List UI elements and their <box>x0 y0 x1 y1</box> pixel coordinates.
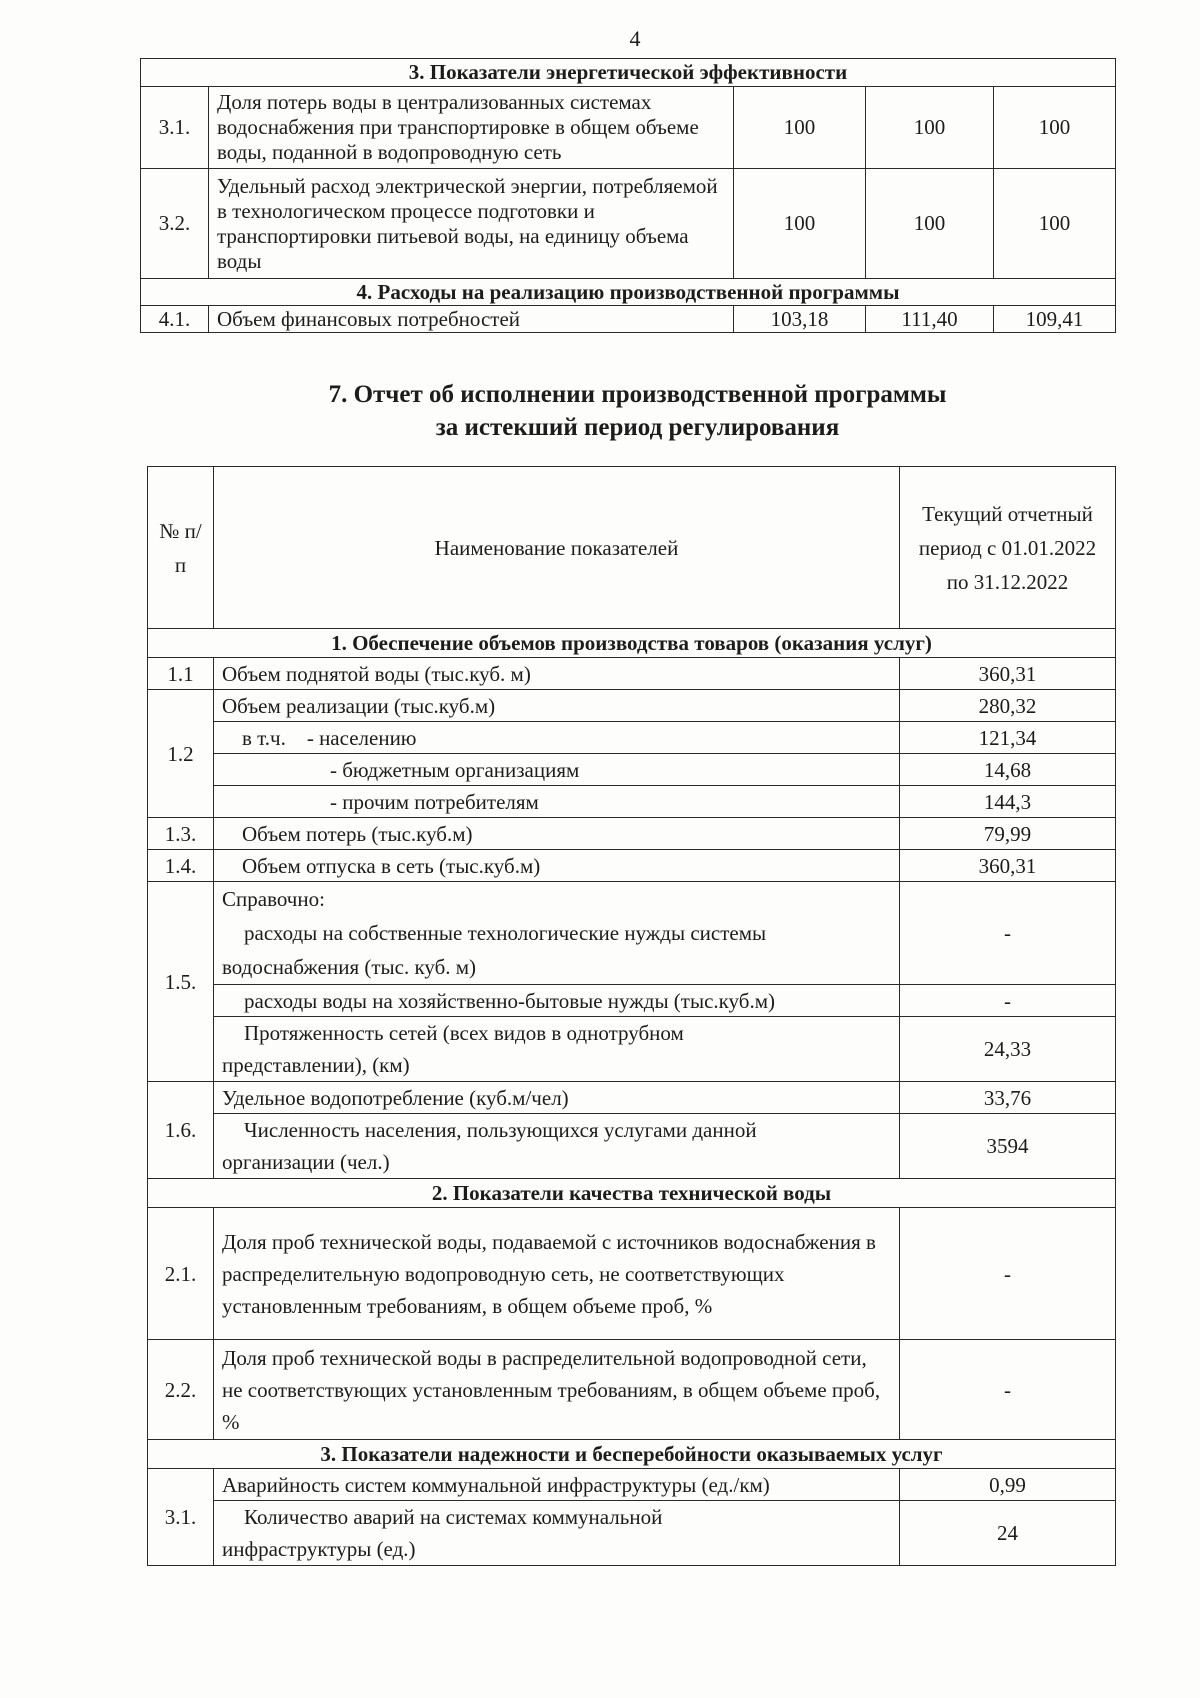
table-row <box>148 818 1116 850</box>
value-2: 100 <box>866 169 994 279</box>
row-number: 1.6. <box>148 1082 214 1179</box>
indicator-value: 79,99 <box>900 818 1116 850</box>
section-title: 4. Расходы на реализацию производственной программы <box>141 279 1116 306</box>
value-3: 100 <box>994 169 1116 279</box>
indicator-value: - <box>900 882 1116 985</box>
indicator-name-continued: организации (чел.) <box>222 1150 390 1174</box>
value-1: 100 <box>734 87 866 169</box>
section-title: 1. Обеспечение объемов производства товаров (оказания услуг) <box>148 629 1116 658</box>
value-2: 111,40 <box>866 306 994 333</box>
section-title: 3. Показатели надежности и бесперебойности оказываемых услуг <box>148 1440 1116 1469</box>
indicator-name: Численность населения, пользующихся услугами данной <box>244 1118 757 1142</box>
indicator-name: - бюджетным организациям <box>214 754 900 786</box>
table-row <box>148 786 1116 818</box>
row-number: 1.4. <box>148 850 214 882</box>
indicator-name-continued: водоснабжения (тыс. куб. м) <box>222 955 477 979</box>
indicator-name: Объем потерь (тыс.куб.м) <box>214 818 900 850</box>
section-row <box>148 1179 1116 1208</box>
indicator-name: Аварийность систем коммунальной инфраструктуры (ед./км) <box>214 1469 900 1501</box>
indicator-name-block <box>214 1017 900 1082</box>
table-row <box>148 850 1116 882</box>
value-1: 100 <box>734 169 866 279</box>
indicator-name-block <box>214 1114 900 1179</box>
indicator-name: расходы воды на хозяйственно-бытовые нужды (тыс.куб.м) <box>214 985 900 1017</box>
indicator-name: расходы на собственные технологические нужды системы <box>244 921 767 945</box>
indicator-value: 121,34 <box>900 722 1116 754</box>
table-row <box>141 87 1116 169</box>
table-row <box>148 754 1116 786</box>
indicator-value: 0,99 <box>900 1469 1116 1501</box>
table-row <box>141 306 1116 333</box>
table-row <box>148 1208 1116 1340</box>
row-number: 3.1. <box>141 87 209 169</box>
header-row <box>148 467 1116 629</box>
indicator-name-continued: представлении), (км) <box>222 1053 410 1077</box>
indicator-value: - <box>900 1208 1116 1340</box>
reference-label: Справочно: <box>222 887 325 911</box>
indicator-name: Объем поднятой воды (тыс.куб. м) <box>214 658 900 690</box>
table-row <box>148 1340 1116 1440</box>
indicator-name: Доля потерь воды в централизованных системах водоснабжения при транспортировке в общем объеме воды, поданной в водопроводную сеть <box>209 87 734 169</box>
value-2: 100 <box>866 87 994 169</box>
row-number: 1.2 <box>148 690 214 818</box>
section-title: 2. Показатели качества технической воды <box>148 1179 1116 1208</box>
indicator-name: Количество аварий на системах коммунальной <box>244 1505 663 1529</box>
indicator-value: 24,33 <box>900 1017 1116 1082</box>
indicator-name: в т.ч. - населению <box>214 722 900 754</box>
value-3: 100 <box>994 87 1116 169</box>
indicator-name: Удельное водопотребление (куб.м/чел) <box>214 1082 900 1114</box>
indicator-name-continued: инфраструктуры (ед.) <box>222 1537 416 1561</box>
indicator-name: Доля проб технической воды, подаваемой с источников водоснабжения в распределительную водопроводную сеть, не соответствующих установленным требованиям, в общем объеме проб, % <box>214 1208 900 1340</box>
indicator-value: 280,32 <box>900 690 1116 722</box>
header-period: Текущий отчетный период с 01.01.2022 по 31.12.2022 <box>900 467 1116 629</box>
indicator-value: 144,3 <box>900 786 1116 818</box>
row-number: 1.5. <box>148 882 214 1082</box>
row-number: 1.1 <box>148 658 214 690</box>
table-row <box>148 1501 1116 1566</box>
indicator-name: Протяженность сетей (всех видов в однотрубном <box>244 1021 684 1045</box>
heading-line-2: за истекший период регулирования <box>435 414 840 441</box>
row-number: 1.3. <box>148 818 214 850</box>
table-row <box>148 985 1116 1017</box>
table-row <box>141 169 1116 279</box>
indicator-name: Объем реализации (тыс.куб.м) <box>214 690 900 722</box>
indicator-value: 360,31 <box>900 850 1116 882</box>
indicator-value: 360,31 <box>900 658 1116 690</box>
section-heading <box>160 378 1115 444</box>
table-row <box>148 1017 1116 1082</box>
indicator-value: 3594 <box>900 1114 1116 1179</box>
row-number: 2.1. <box>148 1208 214 1340</box>
indicator-name: Удельный расход электрической энергии, потребляемой в технологическом процессе подготовки и транспортировки питьевой воды, на единицу объема воды <box>209 169 734 279</box>
value-1: 103,18 <box>734 306 866 333</box>
indicator-value: 24 <box>900 1501 1116 1566</box>
header-name: Наименование показателей <box>214 467 900 629</box>
report-table <box>147 466 1116 1566</box>
indicator-name: - прочим потребителям <box>214 786 900 818</box>
table-row <box>148 1082 1116 1114</box>
table-row <box>148 882 1116 985</box>
table-row <box>148 690 1116 722</box>
row-number: 3.2. <box>141 169 209 279</box>
table-row <box>148 658 1116 690</box>
section-row <box>148 1440 1116 1469</box>
indicator-value: 33,76 <box>900 1082 1116 1114</box>
indicator-name-block <box>214 882 900 985</box>
indicators-table-continued <box>140 58 1116 333</box>
indicator-name: Объем отпуска в сеть (тыс.куб.м) <box>214 850 900 882</box>
indicator-value: 14,68 <box>900 754 1116 786</box>
indicator-value: - <box>900 1340 1116 1440</box>
table-row <box>148 1469 1116 1501</box>
indicator-name-block <box>214 1501 900 1566</box>
indicator-name: Объем финансовых потребностей <box>209 306 734 333</box>
section-title: 3. Показатели энергетической эффективности <box>141 59 1116 87</box>
section-row <box>141 279 1116 306</box>
page-number: 4 <box>629 26 641 51</box>
row-number: 2.2. <box>148 1340 214 1440</box>
value-3: 109,41 <box>994 306 1116 333</box>
row-number: 3.1. <box>148 1469 214 1566</box>
indicator-value: - <box>900 985 1116 1017</box>
table-row <box>148 722 1116 754</box>
indicator-name: Доля проб технической воды в распределительной водопроводной сети, не соответствующих установленным требованиям, в общем объеме проб, % <box>214 1340 900 1440</box>
table-row <box>148 1114 1116 1179</box>
heading-line-1: 7. Отчет об исполнении производственной программы <box>328 381 947 408</box>
section-row <box>141 59 1116 87</box>
header-number: № п/п <box>148 467 214 629</box>
section-row <box>148 629 1116 658</box>
row-number: 4.1. <box>141 306 209 333</box>
